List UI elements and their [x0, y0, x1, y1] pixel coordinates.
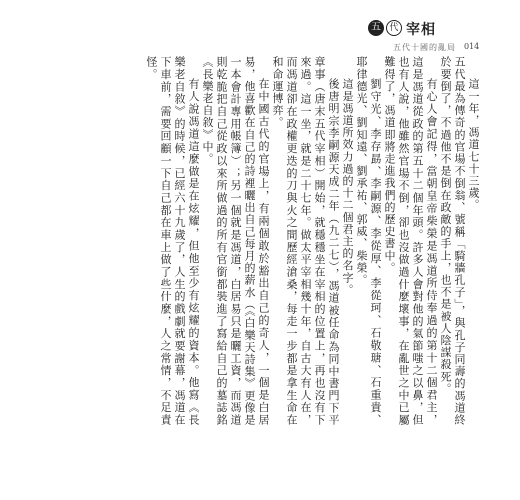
running-header — [368, 20, 508, 60]
paragraph: 後唐明宗李嗣源天成二年（九二七），馮道被任命為同中書門下平章事（唐末五代宰相）開始，就穩穩坐在宰相的位置上，再也沒有下來過。這一坐，就是二十七年。做太平宰相幾十年，自古大有人在，而馮道卻在政權更迭的刀與火之間歷經滄桑，每走一步都是拿生命在和命運博弈。 — [271, 56, 340, 426]
page-number: 014 — [464, 42, 480, 51]
paragraph: 這是馮道所效力過的十二個君主的名字。 — [341, 78, 354, 296]
series-logo-icon: 五 — [368, 20, 384, 36]
paragraph: 這一年，馮道七十三歲。 — [467, 78, 480, 212]
series-title: 宰相 — [406, 22, 436, 38]
header-subtitle: 五代十國的亂局 — [393, 43, 456, 52]
paragraph: 有心人會記得，當朝皇帝柴榮是馮道所侍奉過的第十二個君主，這是馮道從政的第五十二個年頭。許多人會對他的氣節嗤之以鼻，但也有人說，他雖然官場不倒，卻也沒做過什麼壞事，在亂世之中已屬難得了，馮道即將走進我們的歷史書中。 — [383, 56, 438, 426]
body-text — [20, 56, 480, 426]
paragraph: 在中國古代的官場上，有兩個敢於豁出自己的奇人，一個是白居易，他喜歡在自己的詩裡曬出自己每月的薪水（《白樂天詩集》更像是一本會計專用帳簿）；另一個就是馮道，白居易只是曬工資，而馮道則乾脆把自己從政以來所做過的所有官銜都裝進了寫給自己的墓誌銘《長樂老自敘》中。 — [201, 56, 270, 426]
paragraph: 五代最為傳奇的官場不倒翁、號稱「騎牆孔子」，與孔子同壽的馮道終於要倒了，不過他不是倒在政敵的手上，也不是被人陰謀殺死。 — [439, 56, 466, 426]
paragraph: 劉守光、李存勗、李嗣源、李從厚、李從珂、石敬瑭、石重貴、耶律德光、劉知遠、劉承祐、郭威、柴榮。 — [355, 56, 382, 426]
series-logo-mark: 代 — [386, 20, 402, 36]
paragraph: 有人說馮道這麼做是在炫耀，但他至少有炫耀的資本。他寫《長樂老自敘》的時候，已經六十九歲了，人生的戲劇就要謝幕，馮道在下車前，需要回顧一下自己都在車上做了些什麼，人之常情，不足責怪。 — [145, 56, 200, 426]
